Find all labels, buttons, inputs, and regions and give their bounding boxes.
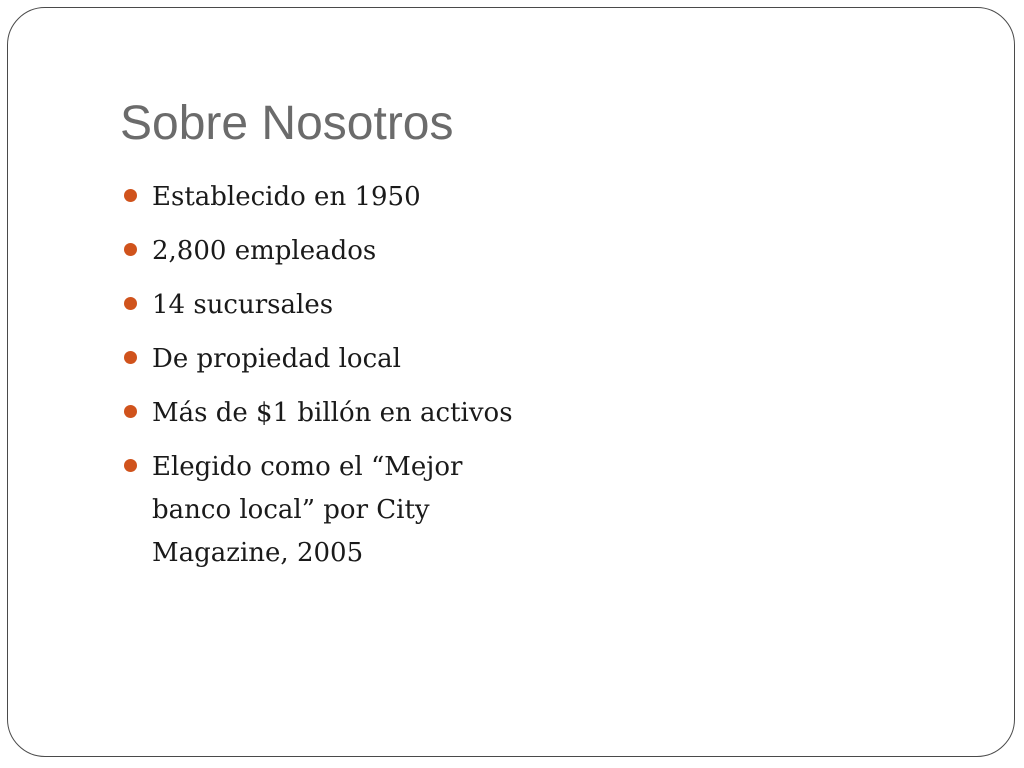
bullet-item	[124, 176, 534, 219]
bullet-item	[124, 284, 534, 327]
bullet-item	[124, 446, 534, 575]
bullet-dot-icon	[124, 459, 137, 472]
bullet-dot-icon	[124, 405, 137, 418]
bullet-text: Más de $1 billón en activos	[152, 398, 513, 428]
bullet-text: De propiedad local	[152, 344, 401, 374]
bullet-text: Establecido en 1950	[152, 182, 421, 212]
bullet-list	[124, 176, 534, 586]
bullet-item	[124, 338, 534, 381]
bullet-dot-icon	[124, 351, 137, 364]
bullet-dot-icon	[124, 189, 137, 202]
slide-title: Sobre Nosotros	[120, 97, 454, 150]
bullet-text: 2,800 empleados	[152, 236, 377, 266]
bullet-dot-icon	[124, 243, 137, 256]
bullet-item	[124, 230, 534, 273]
bullet-dot-icon	[124, 297, 137, 310]
bullet-item	[124, 392, 534, 435]
slide	[7, 7, 1015, 757]
bullet-text: Elegido como el “Mejor banco local” por City Magazine, 2005	[152, 452, 463, 568]
bullet-text: 14 sucursales	[152, 290, 334, 320]
